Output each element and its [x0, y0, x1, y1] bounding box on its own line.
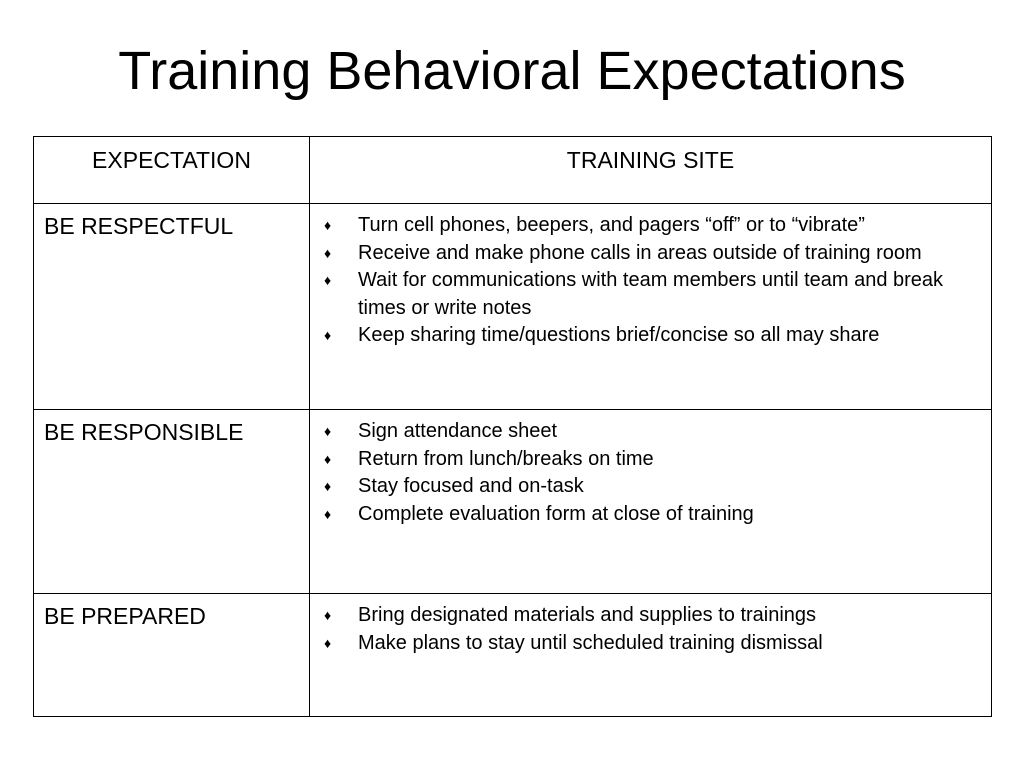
- list-item-text: Receive and make phone calls in areas outside of training room: [358, 241, 922, 264]
- expectation-label: BE RESPONSIBLE: [44, 419, 244, 445]
- list-item-text: Bring designated materials and supplies to trainings: [358, 604, 817, 626]
- list-item: [320, 602, 981, 630]
- list-item: [320, 501, 981, 529]
- list-item: [320, 212, 981, 240]
- diamond-icon: ♦: [324, 217, 332, 233]
- list-item-text: Sign attendance sheet: [358, 420, 558, 442]
- expectation-label: BE PREPARED: [44, 603, 206, 629]
- table-row-be-respectful: [34, 204, 992, 410]
- training-site-cell: [310, 204, 992, 410]
- header-expectation: [34, 137, 310, 204]
- diamond-icon: ♦: [324, 607, 332, 623]
- expectation-cell: [34, 410, 310, 594]
- bullet-list: [310, 410, 991, 528]
- list-item: [320, 446, 981, 474]
- header-training-site: [310, 137, 992, 204]
- expectation-cell: [34, 204, 310, 410]
- diamond-icon: ♦: [324, 505, 332, 522]
- diamond-icon: ♦: [324, 634, 332, 651]
- list-item: [320, 418, 981, 446]
- bullet-list: [310, 204, 991, 350]
- list-item-text: Keep sharing time/questions brief/concise so all may share: [358, 324, 880, 346]
- list-item: [320, 630, 981, 658]
- header-expectation-label: EXPECTATION: [92, 147, 251, 173]
- diamond-icon: ♦: [324, 244, 332, 261]
- list-item-text: Turn cell phones, beepers, and pagers “off” or to “vibrate”: [358, 214, 865, 236]
- expectations-table: [33, 136, 992, 717]
- expectation-cell: [34, 594, 310, 717]
- table-row-be-responsible: [34, 410, 992, 594]
- header-training-site-label: TRAINING SITE: [566, 147, 735, 173]
- table-row-be-prepared: [34, 594, 992, 717]
- list-item: [320, 322, 981, 350]
- list-item-text: Make plans to stay until scheduled training dismissal: [358, 631, 823, 654]
- list-item: [320, 267, 981, 322]
- diamond-icon: ♦: [324, 478, 332, 494]
- diamond-icon: ♦: [324, 327, 332, 343]
- list-item-text: Complete evaluation form at close of training: [358, 502, 754, 525]
- expectation-label: BE RESPECTFUL: [44, 213, 234, 239]
- bullet-list: [310, 594, 991, 657]
- list-item-text: Stay focused and on-task: [358, 475, 584, 497]
- training-site-cell: [310, 594, 992, 717]
- diamond-icon: ♦: [324, 272, 332, 288]
- list-item: [320, 473, 981, 501]
- list-item-text: Wait for communications with team members until team and break times or write notes: [358, 269, 944, 319]
- table-header-row: [34, 137, 992, 204]
- list-item-text: Return from lunch/breaks on time: [358, 447, 654, 470]
- slide-title: Training Behavioral Expectations: [118, 41, 906, 101]
- diamond-icon: ♦: [324, 450, 332, 467]
- list-item: [320, 240, 981, 268]
- diamond-icon: ♦: [324, 423, 332, 439]
- training-site-cell: [310, 410, 992, 594]
